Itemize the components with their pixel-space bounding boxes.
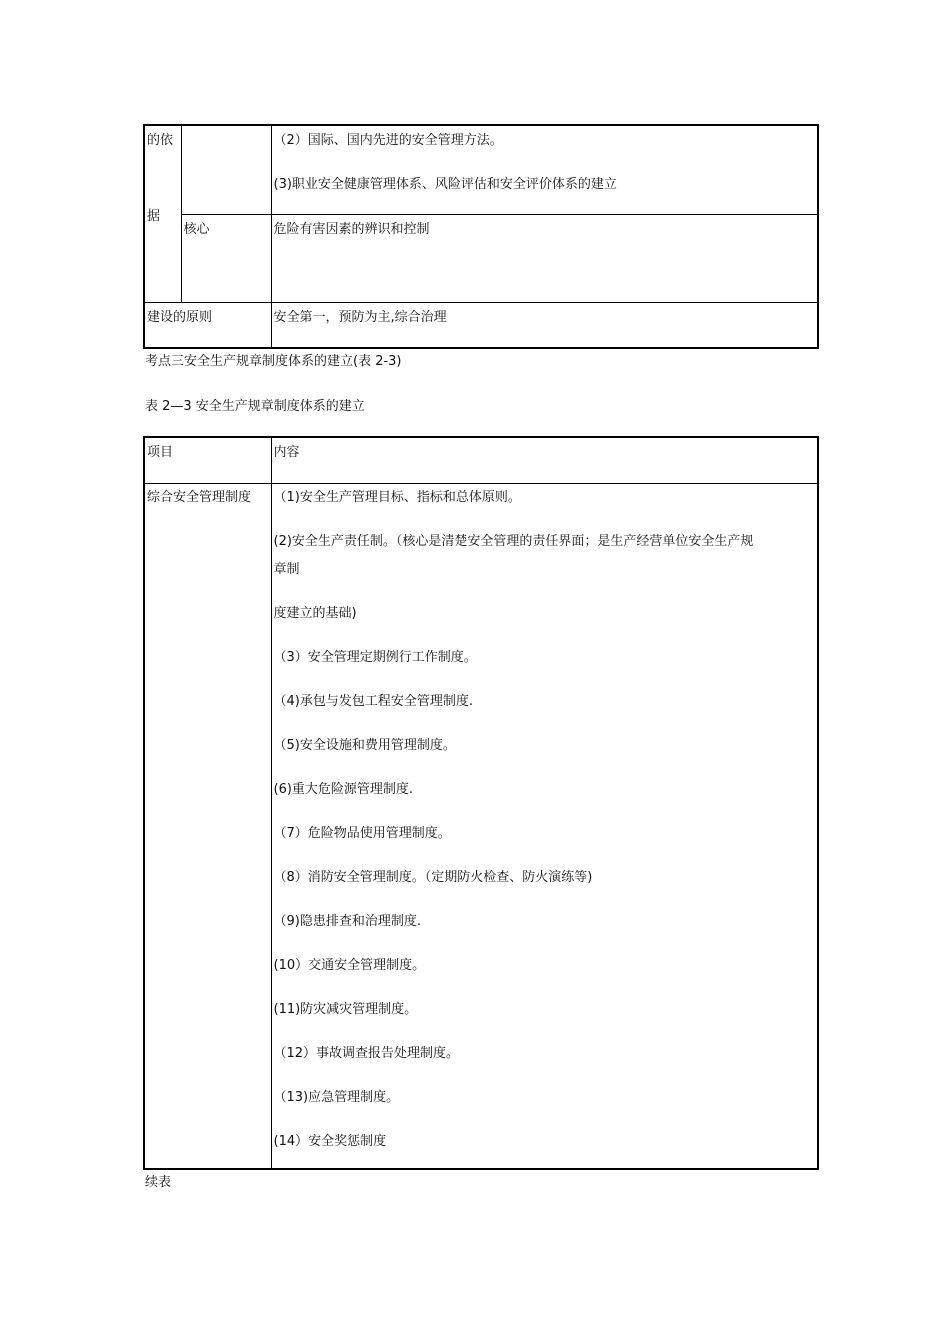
list-item: （7）危险物品使用管理制度。 [273,825,451,841]
basis-label-cell [144,125,181,302]
basis-label-top: 的依 [147,133,174,148]
list-item: (2)安全生产责任制。（核心是清楚安全管理的责任界面；是生产经营单位安全生产规 [273,533,754,549]
list-item: （9)隐患排查和治理制度. [273,913,421,929]
core-content: 危险有害因素的辨识和控制 [273,221,430,237]
list-item: 章制 [273,561,300,577]
header-content: 内容 [273,445,300,460]
list-item: （12）事故调查报告处理制度。 [273,1045,460,1061]
list-item: (11)防灾减灾管理制度。 [273,1001,418,1017]
continued-label: 续表 [145,1175,172,1190]
empty-cell [181,125,271,214]
core-label-cell [181,214,271,302]
principle-content: 安全第一，预防为主,综合治理 [273,309,447,325]
header-content-cell [271,437,818,483]
list-item: (10）交通安全管理制度。 [273,957,426,973]
header-item-cell [144,437,271,483]
principle-content-cell [271,302,818,348]
principle-label: 建设的原则 [147,309,213,325]
principle-label-cell [144,302,271,348]
header-item: 项目 [147,445,174,460]
basis-table [143,124,819,349]
list-item: （4)承包与发包工程安全管理制度. [273,693,473,709]
list-item: （13)应急管理制度。 [273,1089,400,1105]
list-item: （1)安全生产管理目标、指标和总体原则。 [273,489,521,505]
table-caption: 表 2—3 安全生产规章制度体系的建立 [145,399,365,414]
basis-line: （2）国际、国内先进的安全管理方法。 [273,133,503,148]
row-content-cell [271,483,818,1169]
section-heading: 考点三安全生产规章制度体系的建立(表 2-3) [145,354,402,369]
core-label: 核心 [183,221,210,237]
list-item: （3）安全管理定期例行工作制度。 [273,649,477,665]
regulation-table [143,436,819,1170]
list-item: 度建立的基础) [273,605,357,621]
basis-label-bottom: 据 [147,209,161,224]
list-item: （8）消防安全管理制度。（定期防火检查、防火演练等) [273,869,593,885]
list-item: (6)重大危险源管理制度. [273,781,414,797]
list-item: (14）安全奖惩制度 [273,1133,387,1149]
row-label-cell [144,483,271,1169]
list-item: （5)安全设施和费用管理制度。 [273,737,456,753]
row-label: 综合安全管理制度 [147,489,252,505]
core-content-cell [271,214,818,302]
basis-line: (3)职业安全健康管理体系、风险评估和安全评价体系的建立 [273,177,617,192]
basis-content-cell [271,125,818,214]
